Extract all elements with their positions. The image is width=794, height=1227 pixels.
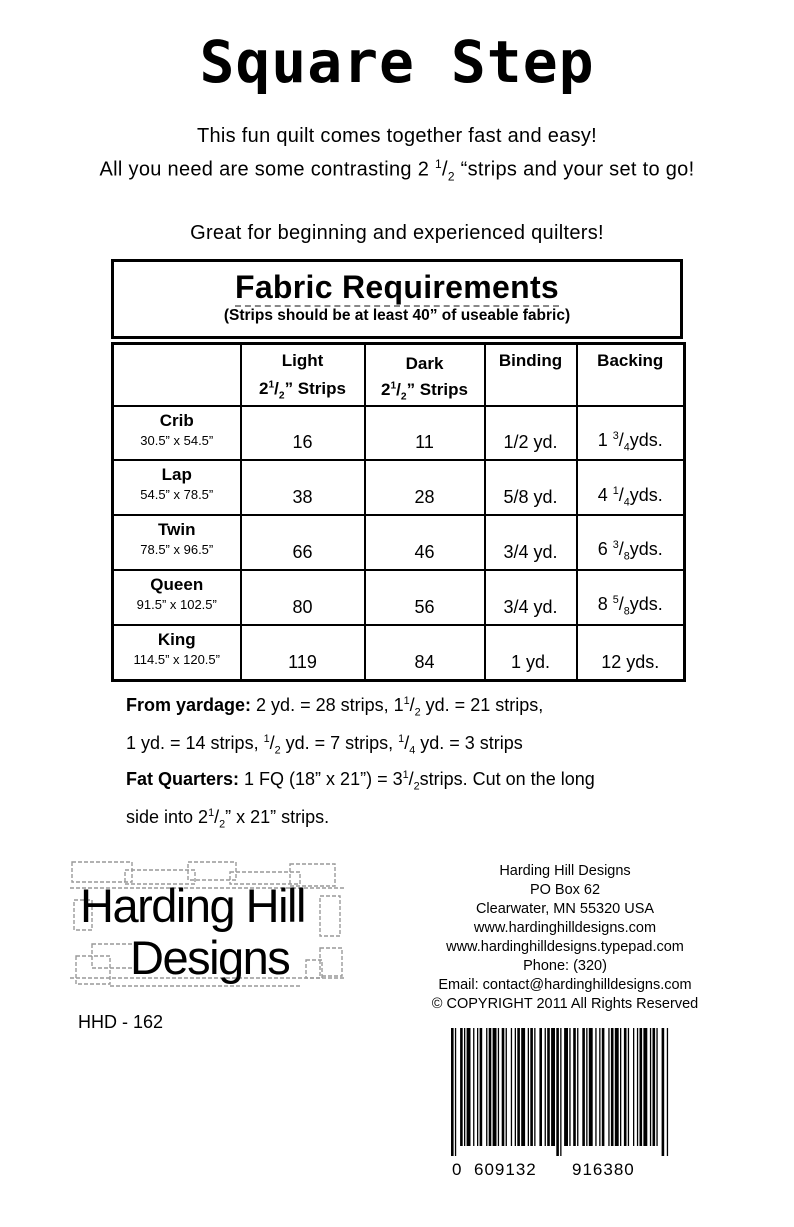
- contact-address: [410, 862, 720, 1014]
- barcode-bar: [486, 1028, 487, 1146]
- blog-link[interactable]: www.hardinghilldesigns.typepad.com: [446, 939, 684, 955]
- barcode-bar: [608, 1028, 609, 1146]
- barcode-bar: [582, 1028, 585, 1146]
- from-yardage-label: From yardage:: [126, 695, 252, 715]
- barcode-bar: [502, 1028, 505, 1146]
- barcode-bar: [577, 1028, 578, 1146]
- light-cell: 80: [241, 570, 365, 625]
- barcode-bar: [547, 1028, 550, 1146]
- fabric-requirements-table: [111, 342, 686, 682]
- fat-quarters-label: Fat Quarters:: [126, 769, 240, 789]
- binding-cell: 3/4 yd.: [485, 515, 577, 570]
- barcode-bar: [556, 1028, 559, 1156]
- barcode-bar: [662, 1028, 665, 1156]
- barcode-bar: [615, 1028, 619, 1146]
- barcode-bar: [460, 1028, 463, 1146]
- backing-cell: 12 yds.: [577, 625, 685, 681]
- website-link[interactable]: www.hardinghilldesigns.com: [473, 920, 657, 936]
- size-cell: King 114.5” x 120.5”: [113, 625, 241, 681]
- fabric-heading: Fabric Requirements: [234, 269, 559, 305]
- address-line: Clearwater, MN 55320 USA: [475, 901, 655, 917]
- table-row: [113, 625, 685, 681]
- from-yardage-note: From yardage: 2 yd. = 28 strips, $1^1/_2$ yd. = 21 strips, 1 yd. = 14 strips, $^1/_2$ yd. = 7 strips, $^1/_4$ yd. = 3 strips: [126, 695, 544, 757]
- barcode-bar: [551, 1028, 555, 1146]
- barcode-first-digit: 0: [452, 1160, 463, 1179]
- barcode-bar: [498, 1028, 499, 1146]
- barcode-bar: [589, 1028, 593, 1146]
- barcode-bar: [602, 1028, 605, 1146]
- backing-cell: 8 $^5/_8yds$.: [577, 570, 685, 625]
- product-code: HHD - 162: [78, 1012, 164, 1032]
- fabric-subheading: (Strips should be at least 40” of useable fabric): [223, 307, 571, 324]
- barcode-bar: [530, 1028, 533, 1146]
- barcode-bar: [640, 1028, 643, 1146]
- barcode-bar: [467, 1028, 471, 1146]
- barcode-bar: [650, 1028, 651, 1146]
- barcode-bar: [599, 1028, 600, 1146]
- barcode-bar: [511, 1028, 512, 1146]
- binding-cell: 3/4 yd.: [485, 570, 577, 625]
- barcode-bar: [595, 1028, 596, 1146]
- barcode-bar: [564, 1028, 568, 1146]
- logo-line-1: Harding Hill: [80, 879, 305, 932]
- table-row: [113, 570, 685, 625]
- barcode-bar: [534, 1028, 535, 1146]
- barcode-bar: [653, 1028, 656, 1146]
- barcode-bar: [628, 1028, 629, 1146]
- intro-line-1: This fun quilt comes together fast and easy!: [196, 125, 598, 147]
- barcode-bar: [521, 1028, 525, 1146]
- dark-cell: 84: [365, 625, 485, 681]
- barcode-bar: [586, 1028, 587, 1146]
- backing-cell: 4 $^1/_4yds$.: [577, 460, 685, 515]
- fat-quarters-note: Fat Quarters: 1 FQ (18” x 21”) = $3^1/_2strips$. Cut on the long side into $2^1/_2$” x 21” strips.: [126, 769, 595, 831]
- size-cell: Queen 91.5” x 102.5”: [113, 570, 241, 625]
- intro-text: [0, 122, 794, 247]
- table-row: [113, 406, 685, 461]
- barcode-bar: [611, 1028, 614, 1146]
- backing-cell: 6 $^3/_8yds$.: [577, 515, 685, 570]
- copyright-line: © COPYRIGHT 2011 All Rights Reserved: [431, 996, 699, 1012]
- table-row: [113, 460, 685, 515]
- barcode-left-digits: 609132: [474, 1160, 537, 1179]
- dark-cell: 28: [365, 460, 485, 515]
- size-cell: Crib 30.5” x 54.5”: [113, 406, 241, 461]
- size-cell: Lap 54.5” x 78.5”: [113, 460, 241, 515]
- barcode-bar: [624, 1028, 627, 1146]
- barcode-bar: [560, 1028, 561, 1156]
- barcode-bar: [539, 1028, 542, 1146]
- dark-cell: 56: [365, 570, 485, 625]
- table-row: [113, 515, 685, 570]
- barcode-bar: [637, 1028, 638, 1146]
- backing-cell: 1 $^3/_4yds$.: [577, 406, 685, 461]
- intro-line-3: Great for beginning and experienced quilters!: [190, 221, 604, 244]
- header-light: Light $2^1/_2$” Strips: [241, 344, 365, 406]
- fabric-requirements-header: [111, 259, 683, 339]
- barcode-bar: [528, 1028, 529, 1146]
- intro-line-2: All you need are some contrasting 2 $^1/_2$ “strips and your set to go!: [99, 157, 695, 184]
- address-line: Harding Hill Designs: [499, 863, 631, 879]
- page-title: Square Step: [199, 28, 595, 96]
- logo-line-2: Designs: [130, 931, 290, 984]
- barcode-bar: [656, 1028, 657, 1146]
- binding-cell: 1/2 yd.: [485, 406, 577, 461]
- logo-wordmark: [80, 880, 350, 984]
- barcode-bar: [573, 1028, 576, 1146]
- header-dark: Dark $2^1/_2$” Strips: [365, 344, 485, 406]
- light-cell: 66: [241, 515, 365, 570]
- barcode-bar: [464, 1028, 465, 1146]
- light-cell: 119: [241, 625, 365, 681]
- barcode-bar: [517, 1028, 520, 1146]
- barcode-bar: [455, 1028, 456, 1156]
- barcode-bar: [515, 1028, 516, 1146]
- barcode-bar: [477, 1028, 478, 1146]
- phone-line: Phone: (320): [523, 958, 607, 974]
- dark-cell: 11: [365, 406, 485, 461]
- header-size: [113, 344, 241, 406]
- header-binding: Binding: [485, 344, 577, 406]
- barcode-bar: [633, 1028, 634, 1146]
- barcode-bar: [473, 1028, 474, 1146]
- barcode-bar: [569, 1028, 570, 1146]
- barcode-bar: [620, 1028, 621, 1146]
- header-backing: Backing: [577, 344, 685, 406]
- light-cell: 38: [241, 460, 365, 515]
- light-cell: 16: [241, 406, 365, 461]
- barcode-bar: [545, 1028, 546, 1146]
- barcode-bar: [506, 1028, 507, 1146]
- barcode-bar: [489, 1028, 492, 1146]
- barcode-bar: [451, 1028, 454, 1156]
- barcode: [449, 1028, 671, 1156]
- binding-cell: 1 yd.: [485, 625, 577, 681]
- barcode-right-digits: 916380: [572, 1160, 635, 1179]
- barcode-bar: [480, 1028, 483, 1146]
- email-line[interactable]: Email: contact@hardinghilldesigns.com: [438, 977, 692, 993]
- address-line: PO Box 62: [529, 882, 601, 898]
- dark-cell: 46: [365, 515, 485, 570]
- size-cell: Twin 78.5” x 96.5”: [113, 515, 241, 570]
- binding-cell: 5/8 yd.: [485, 460, 577, 515]
- barcode-bar: [643, 1028, 647, 1146]
- barcode-bar: [667, 1028, 668, 1156]
- barcode-bar: [493, 1028, 497, 1146]
